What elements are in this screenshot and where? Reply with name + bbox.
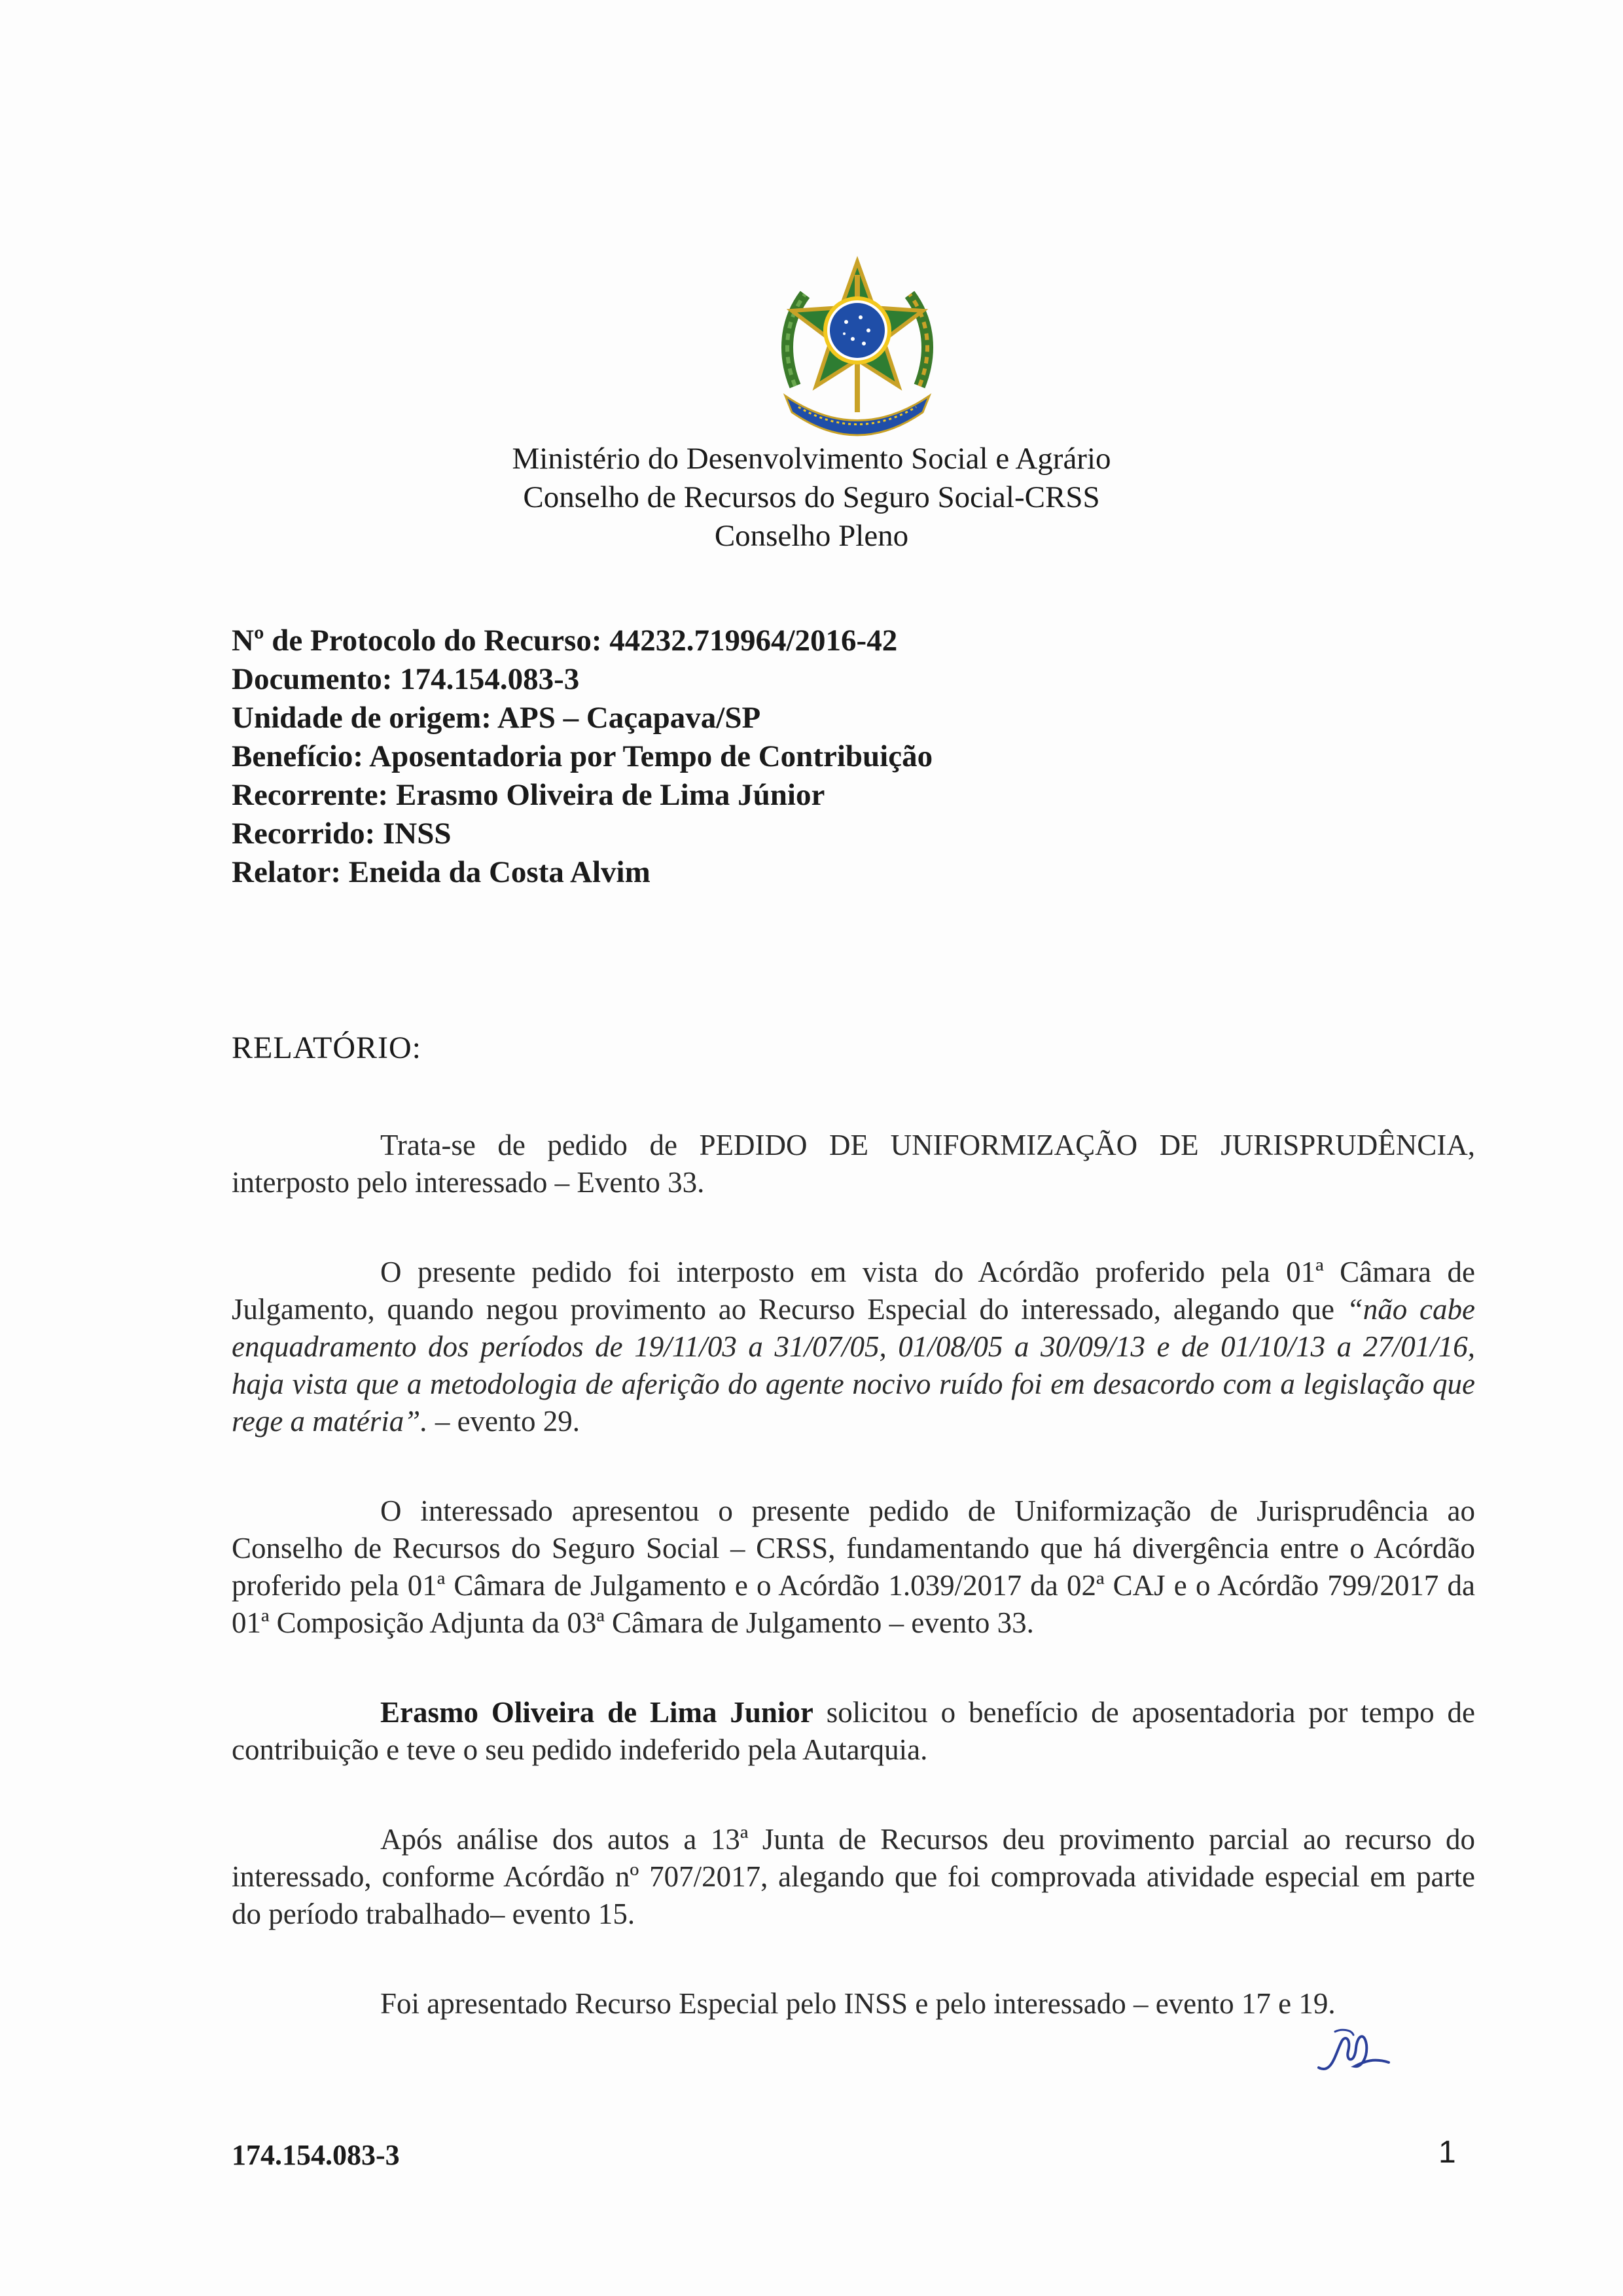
paragraph-1: Trata-se de pedido de PEDIDO DE UNIFORMIZAÇÃO DE JURISPRUDÊNCIA, interposto pelo interessado – Evento 33. (232, 1129, 1475, 1199)
report-body (232, 1127, 1475, 2075)
protocolo-value: 44232.719964/2016-42 (609, 624, 898, 658)
documento-row (232, 660, 933, 699)
paragraph-2-quote: “não cabe enquadramento dos períodos de 19/11/03 a 31/07/05, 01/08/05 a 30/09/13 e de 01/10/13 a 27/01/16, haja vista que a metodologia de aferição do agente nocivo ruído foi em desacordo com a legislação que rege a matéria”. (232, 1293, 1475, 1438)
beneficio-row (232, 737, 933, 776)
unidade-value: APS – Caçapava/SP (497, 701, 761, 735)
council-division: Conselho Pleno (714, 519, 909, 553)
paragraph-2 (232, 1254, 1475, 1440)
unidade-label: Unidade de origem: (232, 701, 491, 735)
paragraph-2-intro: O presente pedido foi interposto em vista do Acórdão proferido pela 01ª Câmara de Julgamento, quando negou provimento ao Recurso Especial do interessado, alegando que (232, 1256, 1475, 1326)
case-metadata (232, 622, 933, 892)
recorrente-value: Erasmo Oliveira de Lima Júnior (395, 778, 825, 812)
paragraph-6: Foi apresentado Recurso Especial pelo INSS e pelo interessado – evento 17 e 19. (380, 1987, 1336, 2020)
recorrido-value: INSS (382, 817, 452, 851)
relator-row (232, 853, 933, 892)
council-name: Conselho de Recursos do Seguro Social-CRSS (523, 480, 1100, 514)
paragraph-4-text: solicitou o benefício de aposentadoria por tempo de contribuição e teve o seu pedido indeferido pela Autarquia. (232, 1696, 1475, 1766)
protocolo-row (232, 622, 933, 660)
beneficio-label: Benefício: (232, 739, 363, 773)
page-number: 1 (1438, 2135, 1456, 2170)
paragraph-3: O interessado apresentou o presente pedido de Uniformização de Jurisprudência ao Conselho de Recursos do Seguro Social – CRSS, fundamentando que há divergência entre o Acórdão proferido pela 01ª Câmara de Julgamento e o Acórdão 1.039/2017 da 02ª CAJ e o Acórdão 799/2017 da 01ª Composição Adjunta da 03ª Câmara de Julgamento – evento 33. (232, 1494, 1475, 1639)
recorrente-label: Recorrente: (232, 778, 389, 812)
signature-initials-icon (1315, 2022, 1394, 2081)
recorrido-label: Recorrido: (232, 817, 376, 851)
documento-value: 174.154.083-3 (400, 662, 580, 696)
footer-document-number: 174.154.083-3 (232, 2139, 400, 2171)
institution-header (0, 440, 1623, 556)
relator-value: Eneida da Costa Alvim (348, 855, 651, 889)
coat-of-arms-icon (769, 249, 946, 438)
paragraph-2-ref: – evento 29. (427, 1405, 580, 1438)
paragraph-5: Após análise dos autos a 13ª Junta de Recursos deu provimento parcial ao recurso do interessado, conforme Acórdão nº 707/2017, alegando que foi comprovada atividade especial em parte do período trabalhado– evento 15. (232, 1823, 1475, 1930)
beneficio-value: Aposentadoria por Tempo de Contribuição (369, 739, 933, 773)
unidade-row (232, 699, 933, 737)
recorrente-row (232, 776, 933, 815)
ministry-name: Ministério do Desenvolvimento Social e Agrário (512, 442, 1111, 476)
protocolo-label: Nº de Protocolo do Recurso: (232, 624, 602, 658)
section-title: RELATÓRIO: (232, 1031, 421, 1065)
relator-label: Relator: (232, 855, 342, 889)
paragraph-4 (232, 1694, 1475, 1769)
recorrido-row (232, 815, 933, 853)
paragraph-4-name: Erasmo Oliveira de Lima Junior (380, 1696, 813, 1729)
documento-label: Documento: (232, 662, 393, 696)
